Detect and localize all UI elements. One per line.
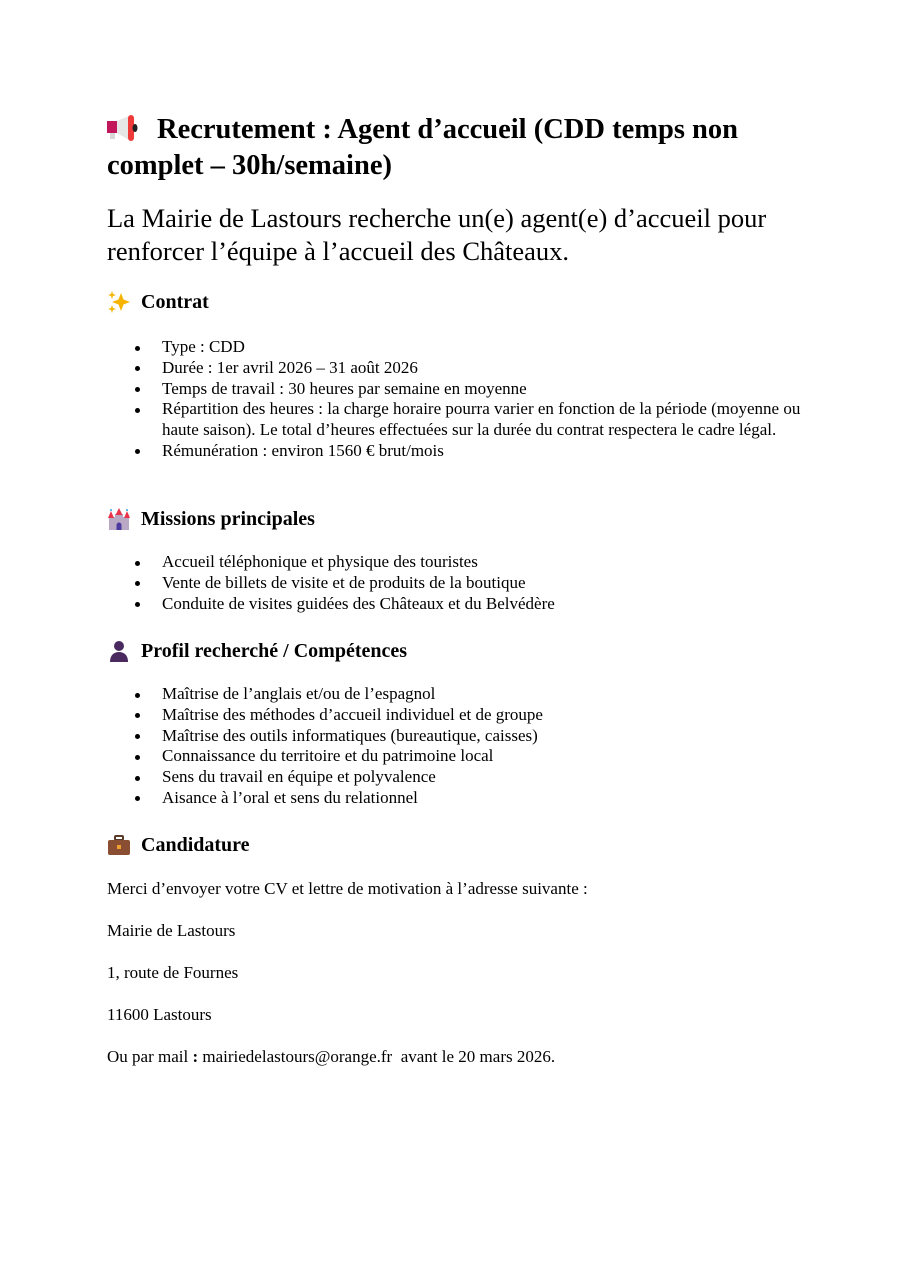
mail-prefix: Ou par mail <box>107 1047 193 1066</box>
section-heading-text: Profil recherché / Compétences <box>141 640 408 662</box>
mail-colon: : <box>192 1047 199 1066</box>
contrat-list <box>107 337 807 462</box>
sparkles-icon <box>107 290 131 314</box>
person-silhouette-icon <box>107 639 131 663</box>
list-item: Maîtrise des méthodes d’accueil individuel et de groupe <box>107 705 807 726</box>
list-item: Connaissance du territoire et du patrimoine local <box>107 746 807 767</box>
missions-list <box>107 552 807 614</box>
list-item: Vente de billets de visite et de produits de la boutique <box>107 573 807 594</box>
briefcase-icon <box>107 833 131 857</box>
email-link[interactable]: mairiedelastours@orange.fr <box>198 1047 397 1066</box>
address-city: 11600 Lastours <box>107 1005 212 1024</box>
candidature-instruction: Merci d’envoyer votre CV et lettre de motivation à l’adresse suivante : <box>107 879 588 898</box>
section-heading-text: Missions principales <box>141 508 315 530</box>
page-title-text: Recrutement : Agent d’accueil (CDD temps non complet – 30h/semaine) <box>107 114 738 181</box>
list-item: Temps de travail : 30 heures par semaine en moyenne <box>107 379 807 400</box>
section-heading-missions <box>107 506 807 532</box>
list-item: Répartition des heures : la charge horaire pourra varier en fonction de la période (moyenne ou haute saison). Le total d’heures effectuées sur la durée du contrat respectera le cadre légal. <box>107 399 807 441</box>
address-street: 1, route de Fournes <box>107 963 239 982</box>
castle-icon <box>107 507 131 531</box>
intro-text: La Mairie de Lastours recherche un(e) agent(e) d’accueil pour renforcer l’équipe à l’accueil des Châteaux. <box>107 203 767 266</box>
list-item: Aisance à l’oral et sens du relationnel <box>107 788 807 809</box>
page-title <box>107 112 807 184</box>
list-item: Rémunération : environ 1560 € brut/mois <box>107 441 807 462</box>
deadline-text: avant le 20 mars 2026. <box>396 1047 556 1066</box>
section-heading-text: Contrat <box>141 291 209 313</box>
list-item: Conduite de visites guidées des Châteaux et du Belvédère <box>107 594 807 615</box>
list-item: Sens du travail en équipe et polyvalence <box>107 767 807 788</box>
section-heading-profil <box>107 638 807 664</box>
section-heading-contrat <box>107 289 807 315</box>
list-item: Durée : 1er avril 2026 – 31 août 2026 <box>107 358 807 379</box>
list-item: Maîtrise de l’anglais et/ou de l’espagnol <box>107 684 807 705</box>
list-item: Accueil téléphonique et physique des touristes <box>107 552 807 573</box>
section-heading-candidature <box>107 832 807 858</box>
section-heading-text: Candidature <box>141 834 250 856</box>
list-item: Type : CDD <box>107 337 807 358</box>
list-item: Maîtrise des outils informatiques (bureautique, caisses) <box>107 726 807 747</box>
megaphone-icon <box>107 115 147 141</box>
address-name: Mairie de Lastours <box>107 921 236 940</box>
profil-list <box>107 684 807 809</box>
mail-line <box>107 1046 555 1067</box>
